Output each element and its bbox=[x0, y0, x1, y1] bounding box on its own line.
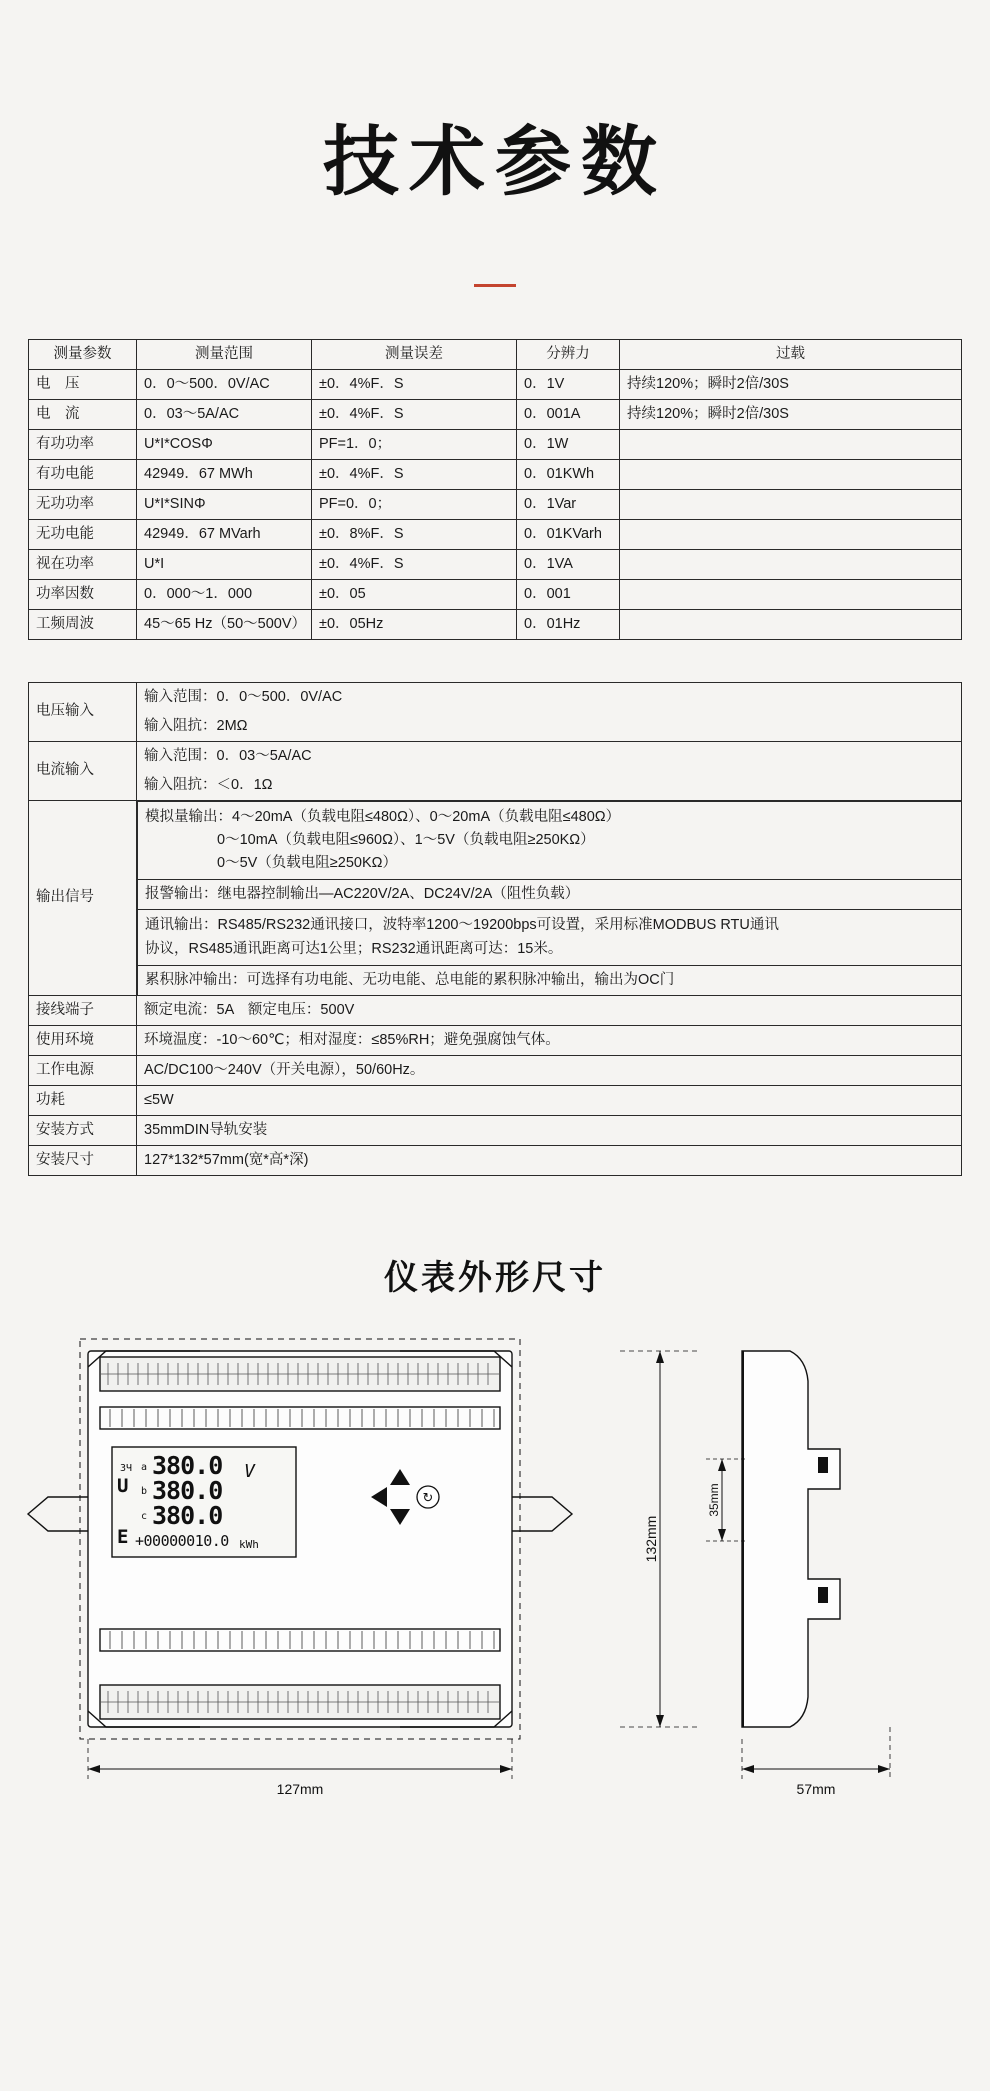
table-row bbox=[29, 609, 962, 639]
lcd-top-small: 3Ч bbox=[120, 1462, 133, 1474]
title-block bbox=[0, 0, 990, 287]
cell-alarm-output: 报警输出：继电器控制输出—AC220V/2A、DC24V/2A（阻性负载） bbox=[138, 880, 962, 910]
table-row bbox=[29, 995, 962, 1025]
cell-range: U*I bbox=[137, 549, 312, 579]
cell-mounting: 35mmDIN导轨安装 bbox=[137, 1115, 962, 1145]
table-row bbox=[29, 399, 962, 429]
cell-resolution: 0．01KWh bbox=[517, 459, 620, 489]
lcd-value-b: 380.0 bbox=[152, 1475, 223, 1505]
row-label-power-supply: 工作电源 bbox=[29, 1055, 137, 1085]
table-row bbox=[29, 682, 962, 712]
row-label-output-signal: 输出信号 bbox=[29, 800, 137, 995]
col-header-range: 测量范围 bbox=[137, 339, 312, 369]
cell-param: 有功电能 bbox=[29, 459, 137, 489]
cell-error: ±0．4%F．S bbox=[312, 399, 517, 429]
cell-resolution: 0．1Var bbox=[517, 489, 620, 519]
cell-param: 有功功率 bbox=[29, 429, 137, 459]
cell-overload bbox=[620, 519, 962, 549]
table-row bbox=[29, 1025, 962, 1055]
svg-text:↻: ↻ bbox=[422, 1490, 434, 1506]
cell-voltage-impedance: 输入阻抗：2MΩ bbox=[137, 712, 962, 742]
cell-error: ±0．05Hz bbox=[312, 609, 517, 639]
output-signal-subtable bbox=[137, 801, 962, 995]
cell-size: 127*132*57mm(宽*高*深) bbox=[137, 1145, 962, 1175]
cell-power-supply: AC/DC100～240V（开关电源），50/60Hz。 bbox=[137, 1055, 962, 1085]
cell-resolution: 0．01Hz bbox=[517, 609, 620, 639]
col-header-overload: 过载 bbox=[620, 339, 962, 369]
cell-error: ±0．05 bbox=[312, 579, 517, 609]
cell-range: U*I*SINΦ bbox=[137, 489, 312, 519]
cell-error: ±0．4%F．S bbox=[312, 549, 517, 579]
table-row bbox=[29, 712, 962, 742]
measurement-parameters-table bbox=[28, 339, 962, 640]
section-title-dimensions: 仪表外形尺寸 bbox=[384, 1257, 606, 1298]
cell-overload bbox=[620, 579, 962, 609]
table2-wrapper bbox=[0, 682, 990, 1176]
sub-row-pulse-output bbox=[138, 965, 962, 995]
table-row bbox=[29, 549, 962, 579]
table-row bbox=[29, 429, 962, 459]
lcd-energy-value: +00000010.0 bbox=[135, 1531, 229, 1550]
lcd-prefix-e: E bbox=[117, 1525, 129, 1548]
cell-resolution: 0．1V bbox=[517, 369, 620, 399]
cell-range: 0．000～1．000 bbox=[137, 579, 312, 609]
lcd-phase-a: a bbox=[141, 1461, 148, 1473]
col-header-param: 测量参数 bbox=[29, 339, 137, 369]
cell-resolution: 0．1W bbox=[517, 429, 620, 459]
cell-overload bbox=[620, 429, 962, 459]
col-header-resolution: 分辨力 bbox=[517, 339, 620, 369]
cell-output-signal bbox=[137, 800, 962, 995]
comm-line-1: 通讯输出：RS485/RS232通讯接口，波特率1200～19200bps可设置，采用标准MODBUS RTU通讯 bbox=[145, 917, 779, 934]
table-row bbox=[29, 800, 962, 995]
cell-current-impedance: 输入阻抗：＜0．1Ω bbox=[137, 771, 962, 801]
dimension-width-label: 127mm bbox=[276, 1780, 324, 1797]
cell-param: 视在功率 bbox=[29, 549, 137, 579]
col-header-error: 测量误差 bbox=[312, 339, 517, 369]
cell-analog-output bbox=[138, 801, 962, 880]
lcd-value-a: 380.0 bbox=[152, 1450, 223, 1480]
dimension-depth-label: 57mm bbox=[796, 1780, 836, 1797]
table-row bbox=[29, 459, 962, 489]
cell-resolution: 0．1VA bbox=[517, 549, 620, 579]
table-row bbox=[29, 579, 962, 609]
row-label-mounting: 安装方式 bbox=[29, 1115, 137, 1145]
cell-environment: 环境温度：-10～60℃；相对湿度：≤85%RH；避免强腐蚀气体。 bbox=[137, 1025, 962, 1055]
analog-line-1: 模拟量输出：4～20mA（负载电阻≤480Ω）、0～20mA（负载电阻≤480Ω） bbox=[145, 808, 621, 825]
cell-comm-output bbox=[138, 910, 962, 965]
table-row bbox=[29, 741, 962, 771]
page-title: 技术参数 bbox=[323, 117, 667, 206]
cell-range: 0．0～500．0V/AC bbox=[137, 369, 312, 399]
lcd-energy-unit: kWh bbox=[239, 1537, 259, 1551]
cell-resolution: 0．01KVarh bbox=[517, 519, 620, 549]
cell-error: ±0．4%F．S bbox=[312, 459, 517, 489]
row-label-terminals: 接线端子 bbox=[29, 995, 137, 1025]
dimension-height-label: 132mm bbox=[643, 1515, 659, 1563]
technical-spec-table bbox=[28, 682, 962, 1176]
cell-error: PF=0．0； bbox=[312, 489, 517, 519]
table1-wrapper bbox=[0, 339, 990, 640]
device-drawing bbox=[0, 1329, 990, 1799]
sub-row-alarm-output bbox=[138, 880, 962, 910]
cell-param: 无功电能 bbox=[29, 519, 137, 549]
row-label-voltage-input: 电压输入 bbox=[29, 682, 137, 741]
cell-overload bbox=[620, 609, 962, 639]
cell-error: ±0．4%F．S bbox=[312, 369, 517, 399]
cell-terminals: 额定电流：5A 额定电压：500V bbox=[137, 995, 962, 1025]
cell-current-range: 输入范围：0．03～5A/AC bbox=[137, 741, 962, 771]
lcd-prefix-u: U bbox=[117, 1474, 129, 1497]
cell-range: 45～65 Hz（50～500V） bbox=[137, 609, 312, 639]
table-row bbox=[29, 1145, 962, 1175]
cell-voltage-range: 输入范围：0．0～500．0V/AC bbox=[137, 682, 962, 712]
cell-resolution: 0．001 bbox=[517, 579, 620, 609]
sub-row-analog-output bbox=[138, 801, 962, 880]
row-label-current-input: 电流输入 bbox=[29, 741, 137, 800]
row-label-consumption: 功耗 bbox=[29, 1085, 137, 1115]
cell-param: 电 压 bbox=[29, 369, 137, 399]
cell-overload: 持续120%；瞬时2倍/30S bbox=[620, 369, 962, 399]
table-row bbox=[29, 1085, 962, 1115]
cell-error: PF=1．0； bbox=[312, 429, 517, 459]
analog-line-3: 0～5V（负载电阻≥250KΩ） bbox=[217, 855, 397, 872]
cell-range: 0．03～5A/AC bbox=[137, 399, 312, 429]
dimension-rail-label: 35mm bbox=[707, 1483, 721, 1517]
cell-consumption: ≤5W bbox=[137, 1085, 962, 1115]
table-row bbox=[29, 771, 962, 801]
cell-param: 无功功率 bbox=[29, 489, 137, 519]
row-label-size: 安装尺寸 bbox=[29, 1145, 137, 1175]
cell-overload: 持续120%；瞬时2倍/30S bbox=[620, 399, 962, 429]
lcd-phase-c: c bbox=[141, 1510, 148, 1522]
table-row bbox=[29, 369, 962, 399]
comm-line-2: 协议，RS485通讯距离可达1公里；RS232通讯距离可达：15米。 bbox=[145, 940, 563, 957]
cell-pulse-output: 累积脉冲输出：可选择有功电能、无功电能、总电能的累积脉冲输出，输出为OC门 bbox=[138, 965, 962, 995]
cell-range: U*I*COSΦ bbox=[137, 429, 312, 459]
cell-overload bbox=[620, 459, 962, 489]
cell-overload bbox=[620, 489, 962, 519]
table-row bbox=[29, 519, 962, 549]
cell-resolution: 0．001A bbox=[517, 399, 620, 429]
table-row bbox=[29, 1115, 962, 1145]
cell-param: 功率因数 bbox=[29, 579, 137, 609]
cell-overload bbox=[620, 549, 962, 579]
table-header-row bbox=[29, 339, 962, 369]
cell-param: 工频周波 bbox=[29, 609, 137, 639]
cell-error: ±0．8%F．S bbox=[312, 519, 517, 549]
lcd-unit-volt: V bbox=[244, 1460, 255, 1482]
sub-row-comm-output bbox=[138, 910, 962, 965]
lcd-value-c: 380.0 bbox=[152, 1500, 223, 1530]
cell-range: 42949．67 MWh bbox=[137, 459, 312, 489]
table-row bbox=[29, 489, 962, 519]
title-divider bbox=[474, 284, 516, 287]
cell-range: 42949．67 MVarh bbox=[137, 519, 312, 549]
row-label-environment: 使用环境 bbox=[29, 1025, 137, 1055]
lcd-phase-b: b bbox=[141, 1485, 148, 1497]
analog-line-2: 0～10mA（负载电阻≤960Ω）、1～5V（负载电阻≥250KΩ） bbox=[217, 832, 595, 848]
table-row bbox=[29, 1055, 962, 1085]
cell-param: 电 流 bbox=[29, 399, 137, 429]
